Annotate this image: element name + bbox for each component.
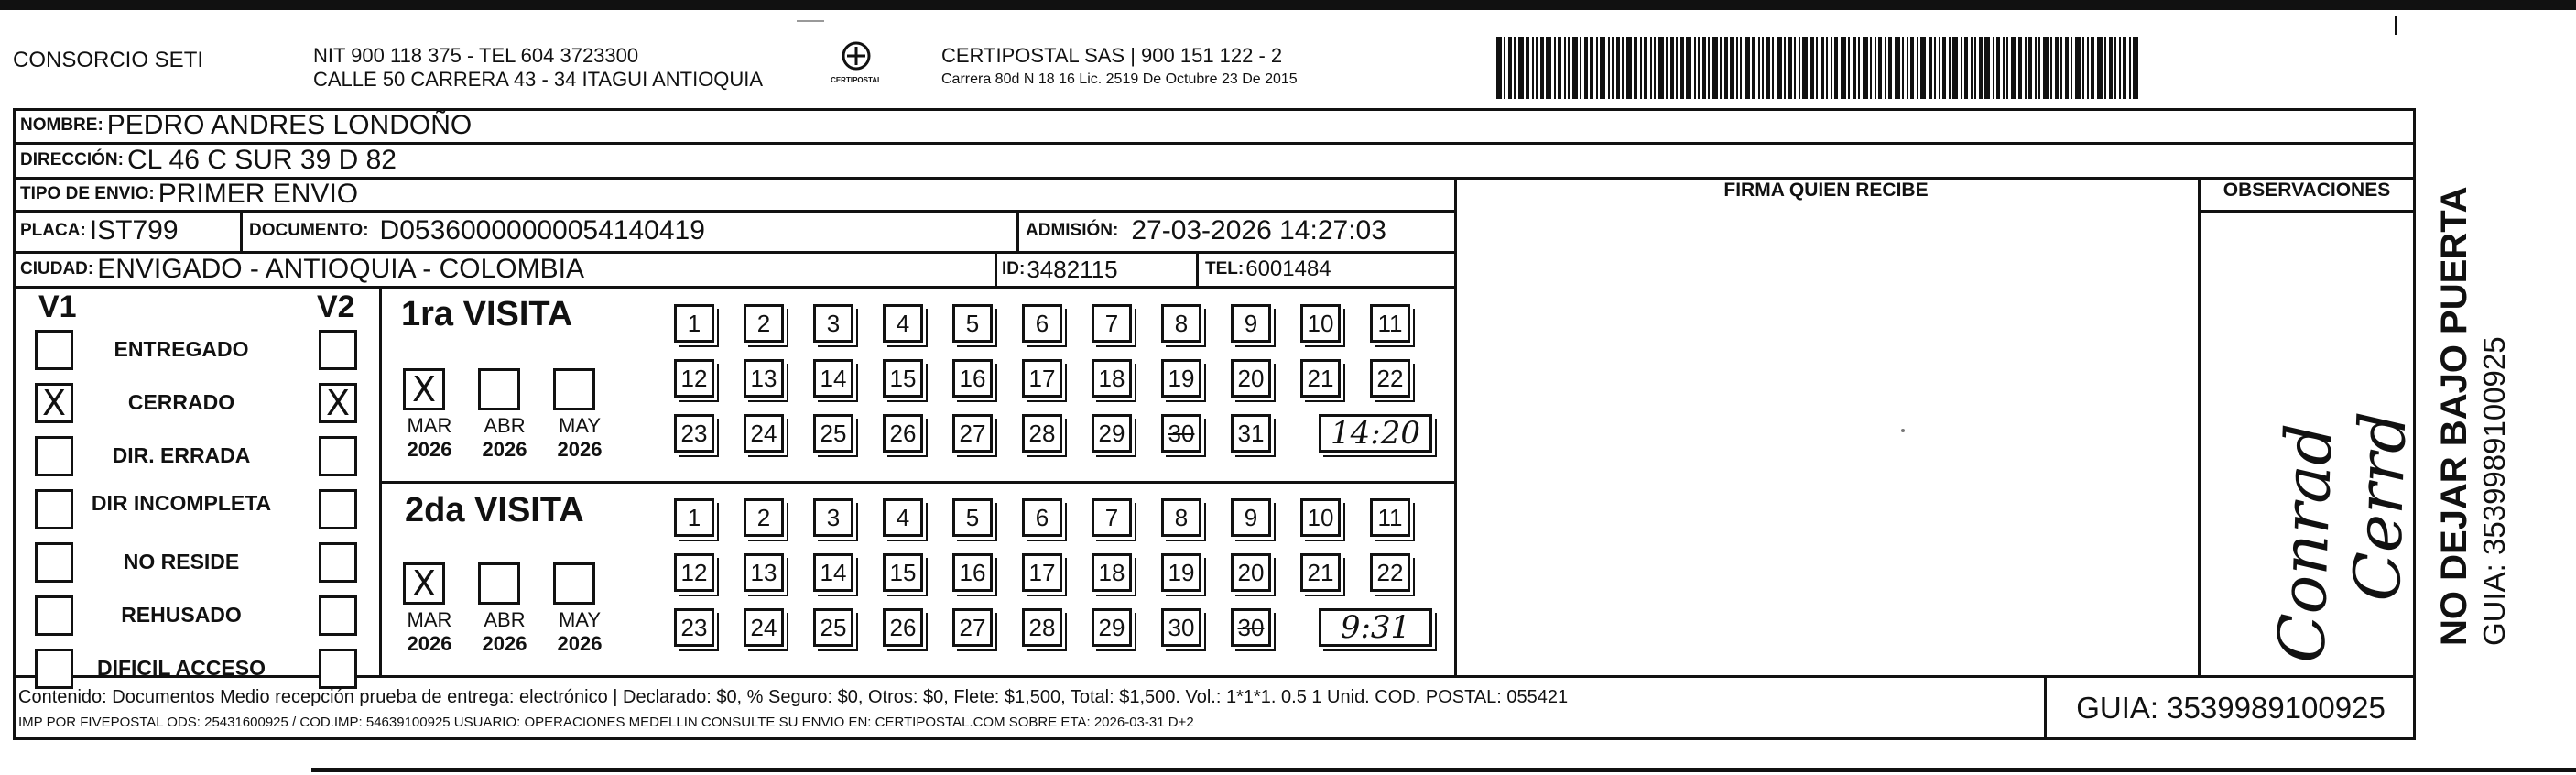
day-box[interactable]: 6 xyxy=(1022,304,1062,343)
handwritten-line-1: Conrad xyxy=(2264,422,2348,664)
year-label: 2026 xyxy=(482,632,527,655)
status-label: REHUSADO xyxy=(121,603,242,627)
barcode-bar xyxy=(1720,37,1722,99)
barcode-bar xyxy=(1802,37,1808,99)
handwritten-note xyxy=(2265,267,2462,668)
day-box[interactable]: 17 xyxy=(1022,359,1062,398)
id-cell xyxy=(1002,252,1118,287)
day-box[interactable]: 28 xyxy=(1022,608,1062,647)
barcode-bar xyxy=(1910,37,1914,99)
barcode-bar xyxy=(1640,37,1642,99)
barcode-bar xyxy=(1580,37,1581,99)
day-box[interactable]: 15 xyxy=(883,553,923,592)
day-box[interactable]: 30 xyxy=(1231,608,1271,647)
plate-value: IST799 xyxy=(89,215,179,246)
status-label: NO RESIDE xyxy=(123,550,240,573)
day-box[interactable]: 27 xyxy=(952,608,993,647)
send-type-row xyxy=(20,178,358,211)
day-box[interactable]: 29 xyxy=(1092,414,1132,453)
barcode-bar xyxy=(2011,37,2016,99)
day-box[interactable]: 28 xyxy=(1022,414,1062,453)
day-box[interactable]: 16 xyxy=(952,359,993,398)
barcode-bar xyxy=(1810,37,1814,99)
document-cell xyxy=(249,211,705,251)
barcode-bar xyxy=(1712,37,1718,99)
barcode-bar xyxy=(2091,37,2094,99)
address-label: DIRECCIÓN: xyxy=(20,150,124,169)
day-box[interactable]: 30 xyxy=(1161,414,1201,453)
barcode-bar xyxy=(1698,37,1700,99)
barcode-bar xyxy=(1730,37,1734,99)
barcode-bar xyxy=(2123,37,2126,99)
barcode xyxy=(1496,37,2227,99)
name-row xyxy=(20,108,472,143)
day-box[interactable]: 23 xyxy=(674,608,714,647)
barcode-bar xyxy=(1546,37,1551,99)
barcode-bar xyxy=(1993,37,1994,99)
day-box[interactable]: 25 xyxy=(813,608,853,647)
day-box[interactable]: 15 xyxy=(883,359,923,398)
barcode-bar xyxy=(1608,37,1610,99)
day-box[interactable]: 20 xyxy=(1231,359,1271,398)
plate-label: PLACA: xyxy=(20,221,86,240)
observations-area xyxy=(2201,213,2421,675)
barcode-bar xyxy=(1568,37,1570,99)
day-box[interactable]: 16 xyxy=(952,553,993,592)
barcode-bar xyxy=(1907,37,1908,99)
barcode-bar xyxy=(1694,37,1696,99)
status-v2-checkbox[interactable] xyxy=(319,436,357,476)
signature-dot xyxy=(1901,429,1905,432)
side-guia: GUIA: 3539989100925 xyxy=(2477,336,2511,646)
day-box[interactable]: 22 xyxy=(1370,359,1410,398)
barcode-bar xyxy=(1794,37,1796,99)
day-box[interactable]: 24 xyxy=(744,608,784,647)
dash-mark xyxy=(797,20,824,22)
barcode-bar xyxy=(1590,37,1593,99)
day-box[interactable]: 7 xyxy=(1092,304,1132,343)
barcode-bar xyxy=(1888,37,1892,99)
day-box[interactable]: 26 xyxy=(883,608,923,647)
barcode-bar xyxy=(1686,37,1691,99)
visits-left-divider xyxy=(379,286,382,675)
barcode-bar xyxy=(2050,37,2052,99)
day-box[interactable]: 26 xyxy=(883,414,923,453)
barcode-bar xyxy=(1600,37,1605,99)
document-label: DOCUMENTO: xyxy=(249,221,369,240)
barcode-bar xyxy=(1885,37,1886,99)
month-checkbox[interactable]: X xyxy=(403,368,445,410)
barcode-bar xyxy=(1596,37,1598,99)
status-label: CERRADO xyxy=(127,390,235,414)
barcode-bar xyxy=(1799,37,1800,99)
barcode-bar xyxy=(1536,37,1538,99)
barcode-bar xyxy=(1572,37,1578,99)
day-box[interactable]: 5 xyxy=(952,304,993,343)
day-box[interactable]: 1 xyxy=(674,304,714,343)
side-text xyxy=(2434,133,2544,646)
month-checkbox[interactable] xyxy=(478,368,520,410)
barcode-bar xyxy=(1788,37,1792,99)
v1-label: V1 xyxy=(38,289,77,324)
status-label: DIR INCOMPLETA xyxy=(91,491,272,515)
status-label: DIFICIL ACCESO xyxy=(96,656,266,680)
month-label: MAY xyxy=(558,414,602,437)
recipient-address: CL 46 C SUR 39 D 82 xyxy=(126,145,397,175)
year-label: 2026 xyxy=(407,632,452,655)
visit-divider xyxy=(379,481,1454,484)
barcode-bar xyxy=(1508,37,1512,99)
day-box[interactable]: 4 xyxy=(883,304,923,343)
month-label: MAR xyxy=(407,608,452,631)
certi-line-1: CERTIPOSTAL SAS | 900 151 122 - 2 xyxy=(941,44,1283,67)
observations-header: OBSERVACIONES xyxy=(2223,180,2391,201)
tel-value: 6001484 xyxy=(1245,257,1331,281)
barcode-bar xyxy=(1745,37,1750,99)
month-label: ABR xyxy=(484,414,526,437)
day-box[interactable]: 13 xyxy=(744,359,784,398)
barcode-bar xyxy=(1766,37,1770,99)
city-cell xyxy=(20,252,584,287)
visit-time[interactable]: 9:31 xyxy=(1319,608,1432,647)
bottom-border xyxy=(311,768,2576,772)
day-box[interactable]: 9 xyxy=(1231,304,1271,343)
status-panel xyxy=(13,286,379,680)
top-border xyxy=(0,0,2576,10)
plate-cell xyxy=(20,211,179,251)
barcode-bar xyxy=(1758,37,1760,99)
v2-label: V2 xyxy=(317,289,355,324)
day-box[interactable]: 12 xyxy=(674,553,714,592)
barcode-bar xyxy=(1504,37,1505,99)
day-box[interactable]: 17 xyxy=(1022,553,1062,592)
status-v2-checkbox[interactable] xyxy=(319,595,357,636)
barcode-bar xyxy=(2075,37,2081,99)
barcode-bar xyxy=(1612,37,1614,99)
barcode-bar xyxy=(1540,37,1544,99)
admission-cell xyxy=(1026,211,1386,251)
barcode-bar xyxy=(2129,37,2131,99)
day-box[interactable]: 22 xyxy=(1370,553,1410,592)
barcode-bar xyxy=(1834,37,1838,99)
barcode-bar xyxy=(1934,37,1936,99)
barcode-bar xyxy=(1518,37,1524,99)
barcode-bar xyxy=(2043,37,2049,99)
barcode-bar xyxy=(1895,37,1900,99)
barcode-bar xyxy=(1702,37,1706,99)
barcode-bar xyxy=(1708,37,1710,99)
barcode-bar xyxy=(2038,37,2040,99)
barcode-bar xyxy=(1777,37,1782,99)
barcode-bar xyxy=(1979,37,1983,99)
second-visit-title: 2da VISITA xyxy=(405,491,584,529)
admission-label: ADMISIÓN: xyxy=(1026,221,1119,240)
logo-caption: CERTIPOSTAL xyxy=(831,76,882,84)
address-line: CALLE 50 CARRERA 43 - 34 ITAGUI ANTIOQUIA xyxy=(313,68,764,91)
barcode-bar xyxy=(1532,37,1534,99)
barcode-bar xyxy=(1996,37,2000,99)
day-box[interactable]: 3 xyxy=(813,304,853,343)
barcode-bar xyxy=(1853,37,1856,99)
corner-tick xyxy=(2395,16,2397,35)
city-value: ENVIGADO - ANTIOQUIA - COLOMBIA xyxy=(97,254,584,284)
barcode-bar xyxy=(2028,37,2032,99)
day-box[interactable]: 19 xyxy=(1161,553,1201,592)
day-box[interactable]: 23 xyxy=(674,414,714,453)
barcode-bar xyxy=(1863,37,1868,99)
barcode-bar xyxy=(1626,37,1632,99)
barcode-bar xyxy=(1816,37,1818,99)
day-box[interactable]: 14 xyxy=(813,553,853,592)
barcode-bar xyxy=(1724,37,1728,99)
barcode-bar xyxy=(1740,37,1742,99)
id-label: ID: xyxy=(1002,259,1026,278)
barcode-bar xyxy=(1634,37,1637,99)
barcode-bar xyxy=(1670,37,1674,99)
day-box[interactable]: 8 xyxy=(1161,498,1201,537)
barcode-bar xyxy=(1971,37,1973,99)
day-box[interactable]: 6 xyxy=(1022,498,1062,537)
status-v1-checkbox[interactable]: X xyxy=(35,383,73,423)
barcode-bar xyxy=(2104,37,2106,99)
day-box[interactable]: 10 xyxy=(1300,304,1341,343)
footer-guia-divider xyxy=(2044,675,2047,740)
name-label: NOMBRE: xyxy=(20,115,103,135)
barcode-bar xyxy=(2109,37,2113,99)
barcode-bar xyxy=(1939,37,1940,99)
barcode-bar xyxy=(1676,37,1678,99)
day-box[interactable]: 14 xyxy=(813,359,853,398)
day-box[interactable]: 19 xyxy=(1161,359,1201,398)
day-box[interactable]: 11 xyxy=(1370,498,1410,537)
month-label: ABR xyxy=(484,608,526,631)
day-box[interactable]: 2 xyxy=(744,304,784,343)
barcode-bar xyxy=(1514,37,1516,99)
barcode-bar xyxy=(2119,37,2121,99)
barcode-bar xyxy=(1784,37,1786,99)
day-box[interactable]: 21 xyxy=(1300,359,1341,398)
barcode-bar xyxy=(1558,37,1561,99)
month-checkbox[interactable] xyxy=(478,562,520,605)
barcode-bar xyxy=(2025,37,2027,99)
visit-time[interactable]: 14:20 xyxy=(1319,414,1432,453)
day-box[interactable]: 18 xyxy=(1092,553,1132,592)
barcode-bar xyxy=(1752,37,1755,99)
barcode-bar xyxy=(2060,37,2062,99)
barcode-bar xyxy=(2065,37,2069,99)
day-box[interactable]: 9 xyxy=(1231,498,1271,537)
barcode-bar xyxy=(2006,37,2008,99)
col-divider xyxy=(1016,210,1019,251)
barcode-bar xyxy=(1622,37,1624,99)
admission-value: 27-03-2026 14:27:03 xyxy=(1131,215,1386,246)
send-type-value: PRIMER ENVIO xyxy=(158,179,359,209)
year-label: 2026 xyxy=(557,632,603,655)
address-row xyxy=(20,143,397,178)
day-box[interactable]: 12 xyxy=(674,359,714,398)
barcode-bar xyxy=(1964,37,1968,99)
barcode-bar xyxy=(2071,37,2072,99)
barcode-bar xyxy=(2114,37,2116,99)
year-label: 2026 xyxy=(557,438,603,461)
barcode-bar xyxy=(2035,37,2037,99)
barcode-bar xyxy=(1952,37,1958,99)
barcode-bar xyxy=(2018,37,2022,99)
day-box[interactable]: 2 xyxy=(744,498,784,537)
barcode-bar xyxy=(2087,37,2089,99)
barcode-bar xyxy=(1917,37,1918,99)
id-value: 3482115 xyxy=(1027,255,1118,283)
month-checkbox[interactable] xyxy=(553,368,595,410)
status-v2-checkbox[interactable] xyxy=(319,542,357,583)
tel-label: TEL: xyxy=(1205,259,1245,278)
barcode-bar xyxy=(1584,37,1588,99)
day-box[interactable]: 7 xyxy=(1092,498,1132,537)
first-visit-title: 1ra VISITA xyxy=(401,295,573,333)
barcode-bar xyxy=(2133,37,2138,99)
col-divider xyxy=(240,210,243,251)
barcode-bar xyxy=(1841,37,1846,99)
company-name: CONSORCIO SETI xyxy=(13,48,204,72)
barcode-bar xyxy=(1654,37,1656,99)
day-box[interactable]: 5 xyxy=(952,498,993,537)
barcode-bar xyxy=(1680,37,1684,99)
barcode-bar xyxy=(1826,37,1828,99)
barcode-bar xyxy=(1949,37,1951,99)
no-dejar-warning: NO DEJAR BAJO PUERTA xyxy=(2434,186,2474,646)
barcode-bar xyxy=(1875,37,1876,99)
barcode-bar xyxy=(1858,37,1860,99)
barcode-bar xyxy=(1870,37,1872,99)
day-box[interactable]: 20 xyxy=(1231,553,1271,592)
day-box[interactable]: 21 xyxy=(1300,553,1341,592)
barcode-bar xyxy=(1920,37,1926,99)
barcode-bar xyxy=(1564,37,1566,99)
footer-guia: GUIA: 3539989100925 xyxy=(2076,690,2386,725)
barcode-bar xyxy=(1666,37,1668,99)
status-label: DIR. ERRADA xyxy=(112,443,251,467)
day-box[interactable]: 10 xyxy=(1300,498,1341,537)
barcode-bar xyxy=(2097,37,2103,99)
barcode-bar xyxy=(1961,37,1962,99)
barcode-bar xyxy=(2003,37,2005,99)
day-box[interactable]: 24 xyxy=(744,414,784,453)
barcode-bar xyxy=(1974,37,1976,99)
certi-line-2: Carrera 80d N 18 16 Lic. 2519 De Octubre 23 De 2015 xyxy=(941,71,1298,87)
day-box[interactable]: 25 xyxy=(813,414,853,453)
col-divider xyxy=(1196,251,1199,286)
barcode-bar xyxy=(1496,37,1502,99)
tel-cell xyxy=(1205,252,1331,287)
barcode-bar xyxy=(1772,37,1774,99)
day-box[interactable]: 13 xyxy=(744,553,784,592)
barcode-bar xyxy=(1644,37,1647,99)
year-label: 2026 xyxy=(407,438,452,461)
barcode-bar xyxy=(1762,37,1764,99)
nit-line: NIT 900 118 375 - TEL 604 3723300 xyxy=(313,44,639,67)
day-box[interactable]: 27 xyxy=(952,414,993,453)
status-v2-checkbox[interactable]: X xyxy=(319,383,357,423)
handwritten-line-2: Cerrd xyxy=(2339,410,2421,603)
day-box[interactable]: 30 xyxy=(1161,608,1201,647)
month-label: MAY xyxy=(558,608,602,631)
barcode-bar xyxy=(2055,37,2059,99)
day-box[interactable]: 4 xyxy=(883,498,923,537)
month-checkbox[interactable]: X xyxy=(403,562,445,605)
certipostal-logo-icon xyxy=(838,40,875,71)
signature-area xyxy=(1457,213,2198,675)
status-v2-checkbox[interactable] xyxy=(319,649,357,689)
barcode-bar xyxy=(1831,37,1832,99)
barcode-bar xyxy=(1736,37,1738,99)
status-label: ENTREGADO xyxy=(114,337,249,361)
city-label: CIUDAD: xyxy=(20,259,94,278)
year-label: 2026 xyxy=(482,438,527,461)
content-line: Contenido: Documentos Medio recepción prueba de entrega: electrónico | Declarado: $0, % Seguro: $0, Otros: $0, Flete: $1,500, Total: $1,500. Vol.: 1*1*1. 0.5 1 Unid. COD. POSTAL: 055421 xyxy=(18,687,1569,707)
status-v2-checkbox[interactable] xyxy=(319,489,357,529)
day-box[interactable]: 11 xyxy=(1370,304,1410,343)
month-label: MAR xyxy=(407,414,452,437)
received-signature-header: FIRMA QUIEN RECIBE xyxy=(1723,180,1929,201)
send-type-label: TIPO DE ENVIO: xyxy=(20,184,155,203)
barcode-bar xyxy=(1650,37,1652,99)
barcode-bar xyxy=(1658,37,1664,99)
imp-line: IMP POR FIVEPOSTAL ODS: 25431600925 / COD.IMP: 54639100925 USUARIO: OPERACIONES MEDELLIN CONSULTE SU ENVIO EN: CERTIPOSTAL.COM SOBRE ETA: 2026-03-31 D+2 xyxy=(18,715,1194,730)
barcode-bar xyxy=(1554,37,1556,99)
col-divider xyxy=(995,251,997,286)
day-box[interactable]: 1 xyxy=(674,498,714,537)
day-box[interactable]: 31 xyxy=(1231,414,1271,453)
document-value: D05360000000054140419 xyxy=(379,215,705,246)
barcode-bar xyxy=(1526,37,1529,99)
barcode-bar xyxy=(1902,37,1904,99)
barcode-bar xyxy=(1929,37,1932,99)
barcode-bar xyxy=(1878,37,1882,99)
barcode-bar xyxy=(2082,37,2084,99)
day-box[interactable]: 3 xyxy=(813,498,853,537)
day-box[interactable]: 8 xyxy=(1161,304,1201,343)
day-box[interactable]: 29 xyxy=(1092,608,1132,647)
barcode-bar xyxy=(1942,37,1946,99)
month-checkbox[interactable] xyxy=(553,562,595,605)
barcode-bar xyxy=(1616,37,1620,99)
recipient-name: PEDRO ANDRES LONDOÑO xyxy=(106,110,473,140)
day-box[interactable]: 18 xyxy=(1092,359,1132,398)
barcode-bar xyxy=(1848,37,1850,99)
barcode-bar xyxy=(1821,37,1824,99)
barcode-bar xyxy=(1984,37,1990,99)
certipostal-logo xyxy=(829,40,884,95)
status-v2-checkbox[interactable] xyxy=(319,330,357,370)
